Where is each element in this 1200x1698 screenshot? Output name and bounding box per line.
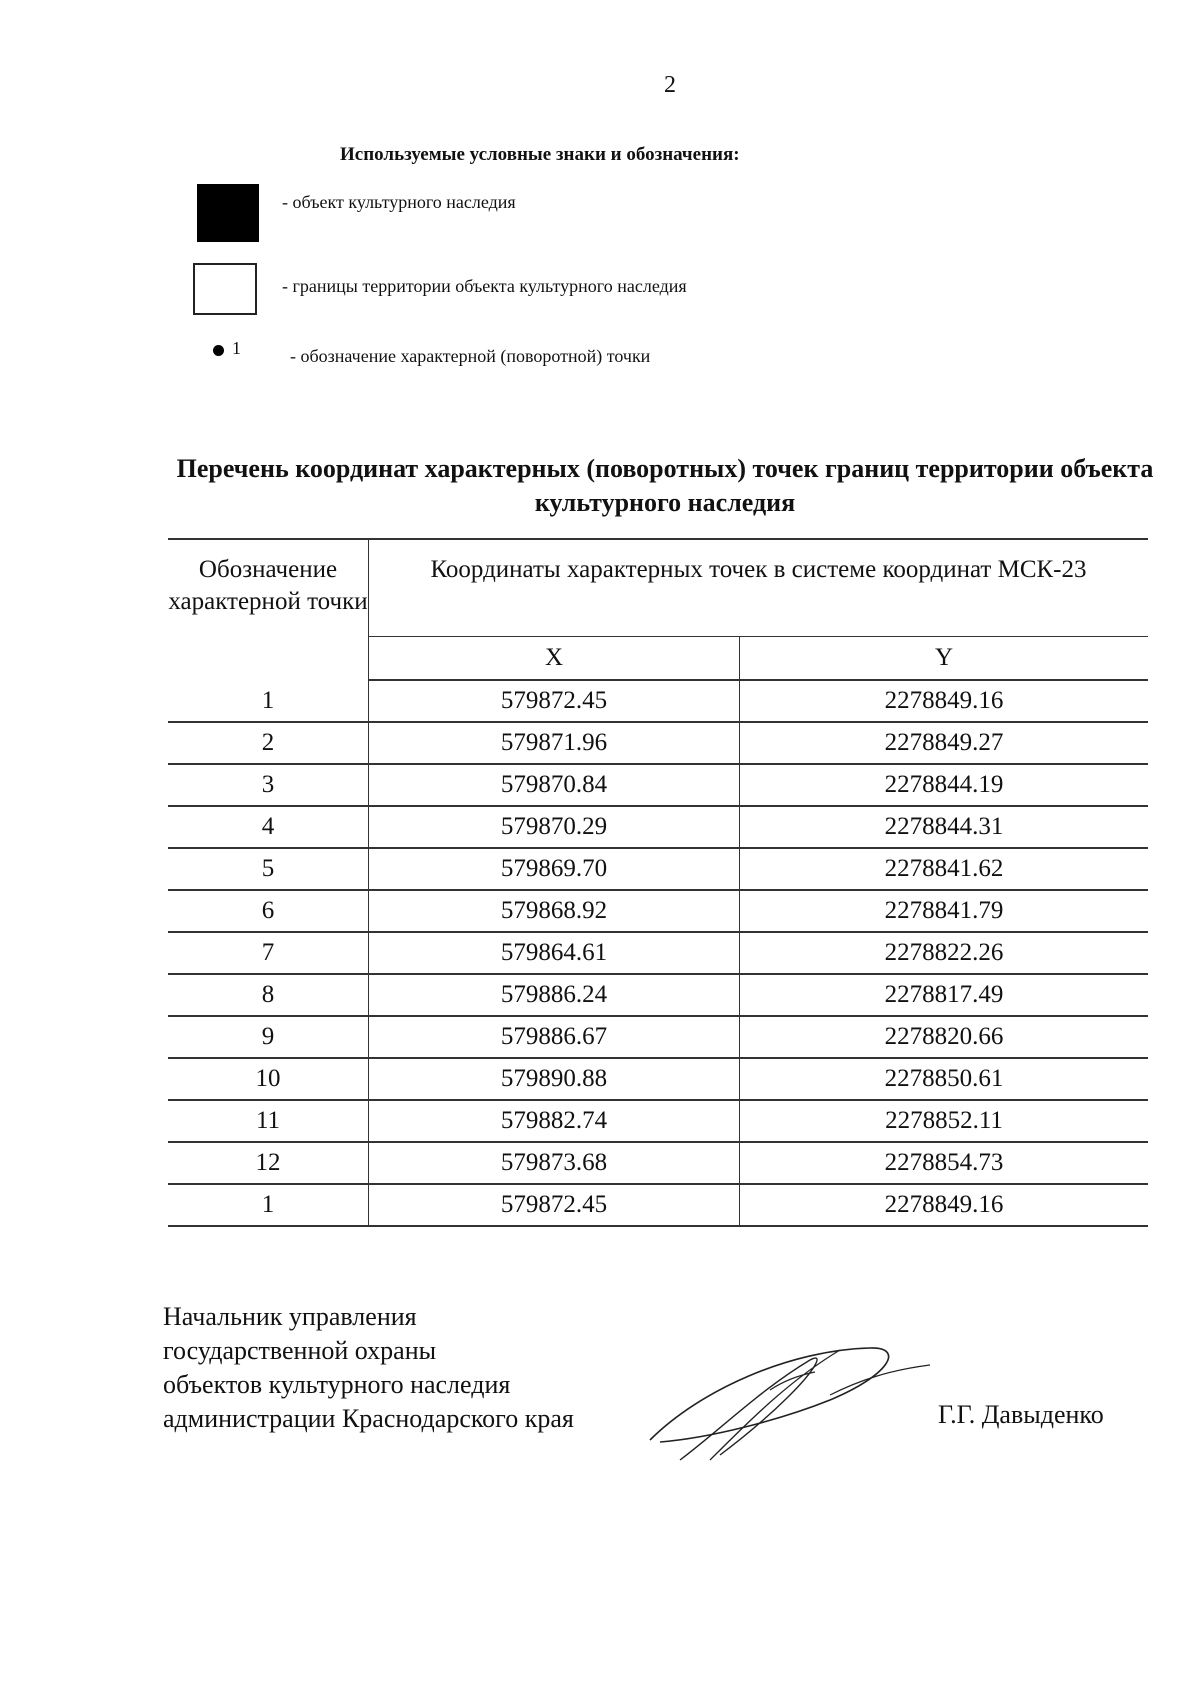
cell-x: 579872.45 <box>369 680 740 722</box>
handwritten-signature <box>640 1320 940 1480</box>
column-header-point: Обозначение характерной точки <box>168 539 369 680</box>
table-row <box>168 974 1148 1016</box>
point-marker-icon <box>213 345 224 356</box>
cell-y: 2278841.79 <box>740 890 1149 932</box>
table-row <box>168 680 1148 722</box>
point-marker-label: 1 <box>232 338 241 358</box>
cell-x: 579872.45 <box>369 1184 740 1226</box>
cell-y: 2278817.49 <box>740 974 1149 1016</box>
cell-y: 2278849.27 <box>740 722 1149 764</box>
cell-x: 579890.88 <box>369 1058 740 1100</box>
cell-point-number: 1 <box>168 1184 369 1226</box>
signatory-position-line: администрации Краснодарского края <box>163 1404 574 1433</box>
cell-x: 579873.68 <box>369 1142 740 1184</box>
coordinates-table <box>168 538 1148 1227</box>
cell-point-number: 9 <box>168 1016 369 1058</box>
table-row <box>168 890 1148 932</box>
cell-point-number: 11 <box>168 1100 369 1142</box>
cell-point-number: 6 <box>168 890 369 932</box>
cell-point-number: 12 <box>168 1142 369 1184</box>
table-row <box>168 1016 1148 1058</box>
cell-point-number: 10 <box>168 1058 369 1100</box>
cell-x: 579864.61 <box>369 932 740 974</box>
column-header-coordinate-system: Координаты характерных точек в системе координат МСК-23 <box>369 539 1149 637</box>
legend-item-territory-boundary: - границы территории объекта культурного наследия <box>282 276 687 296</box>
signatory-name: Г.Г. Давыденко <box>938 1400 1104 1429</box>
cell-x: 579869.70 <box>369 848 740 890</box>
cell-x: 579868.92 <box>369 890 740 932</box>
table-row <box>168 1142 1148 1184</box>
cell-y: 2278850.61 <box>740 1058 1149 1100</box>
signatory-position-line: государственной охраны <box>163 1336 437 1365</box>
table-row <box>168 806 1148 848</box>
cell-x: 579870.84 <box>369 764 740 806</box>
cell-y: 2278820.66 <box>740 1016 1149 1058</box>
signatory-position-line: объектов культурного наследия <box>163 1370 511 1399</box>
cell-y: 2278844.31 <box>740 806 1149 848</box>
cell-y: 2278844.19 <box>740 764 1149 806</box>
cell-x: 579871.96 <box>369 722 740 764</box>
table-row <box>168 1100 1148 1142</box>
cell-point-number: 3 <box>168 764 369 806</box>
table-title: Перечень координат характерных (поворотных) точек границ территории объекта культурного наследия <box>176 454 1154 517</box>
table-row <box>168 722 1148 764</box>
legend-item-turning-point: - обозначение характерной (поворотной) точки <box>290 346 651 366</box>
cell-x: 579882.74 <box>369 1100 740 1142</box>
heritage-object-symbol <box>197 184 259 242</box>
table-row <box>168 1184 1148 1226</box>
territory-boundary-symbol <box>193 263 257 315</box>
cell-x: 579886.24 <box>369 974 740 1016</box>
column-header-y: Y <box>740 637 1149 681</box>
legend-heading: Используемые условные знаки и обозначения: <box>340 144 740 165</box>
signatory-position-line: Начальник управления <box>163 1302 417 1331</box>
cell-point-number: 2 <box>168 722 369 764</box>
cell-point-number: 1 <box>168 680 369 722</box>
cell-point-number: 7 <box>168 932 369 974</box>
page-number: 2 <box>664 72 676 98</box>
cell-x: 579886.67 <box>369 1016 740 1058</box>
column-header-x: X <box>369 637 740 681</box>
table-row <box>168 1058 1148 1100</box>
cell-point-number: 4 <box>168 806 369 848</box>
cell-point-number: 8 <box>168 974 369 1016</box>
legend-item-heritage-object: - объект культурного наследия <box>282 192 516 212</box>
signatory-position <box>163 1300 574 1436</box>
cell-y: 2278854.73 <box>740 1142 1149 1184</box>
cell-y: 2278849.16 <box>740 680 1149 722</box>
table-row <box>168 932 1148 974</box>
cell-y: 2278841.62 <box>740 848 1149 890</box>
table-row <box>168 848 1148 890</box>
cell-point-number: 5 <box>168 848 369 890</box>
cell-x: 579870.29 <box>369 806 740 848</box>
table-row <box>168 764 1148 806</box>
cell-y: 2278822.26 <box>740 932 1149 974</box>
cell-y: 2278852.11 <box>740 1100 1149 1142</box>
coordinates-table-body <box>168 680 1148 1226</box>
cell-y: 2278849.16 <box>740 1184 1149 1226</box>
